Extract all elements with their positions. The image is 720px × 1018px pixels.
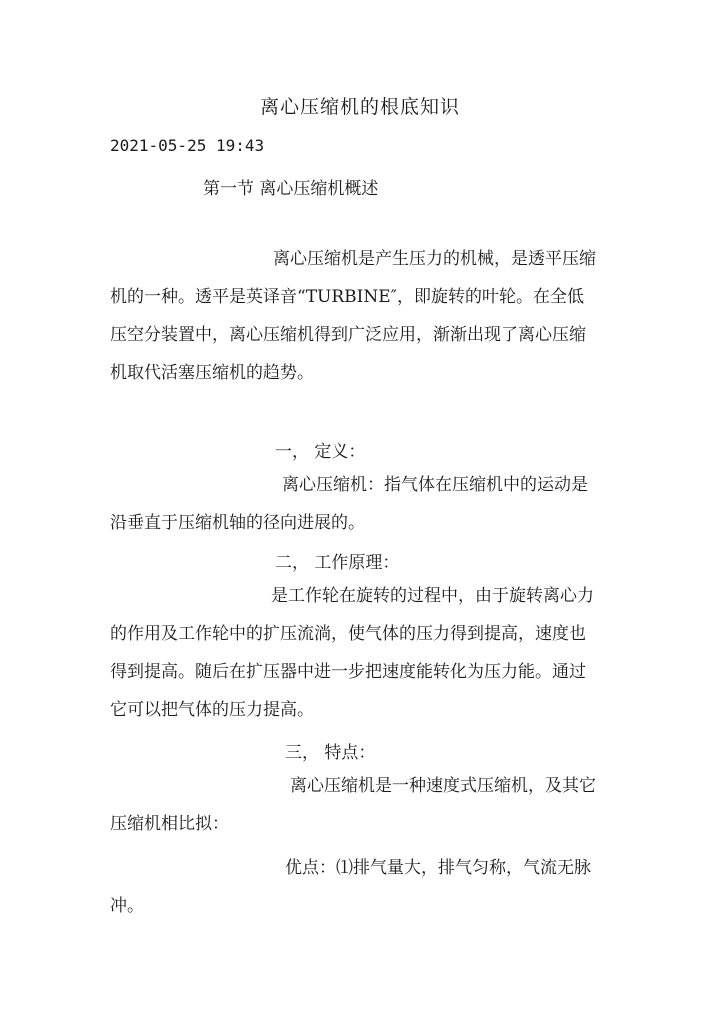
definition-heading: 一， 定义： xyxy=(275,442,366,462)
paragraph-line: 的作用及工作轮中的扩压流淌，使气体的压力得到提高，速度也 xyxy=(110,624,586,644)
paragraph-line: 优点：⑴排气量大，排气匀称，气流无脉 xyxy=(285,858,591,878)
paragraph-line: 得到提高。随后在扩压器中进一步把速度能转化为压力能。通过 xyxy=(110,662,586,682)
document-title: 离心压缩机的根底知识 xyxy=(259,96,460,118)
paragraph-line: 是工作轮在旋转的过程中，由于旋转离心力 xyxy=(271,586,594,606)
paragraph-line: 离心压缩机是一种速度式压缩机，及其它 xyxy=(290,776,596,796)
paragraph-line: 压缩机相比拟： xyxy=(110,814,229,834)
principle-heading: 二， 工作原理： xyxy=(275,553,400,573)
features-paragraph xyxy=(110,767,610,843)
paragraph-line: 机的一种。透平是英译音“TURBINE″，即旋转的叶轮。在全低 xyxy=(110,287,584,307)
features-heading: 三， 特点： xyxy=(285,743,376,763)
section-heading: 第一节 离心压缩机概述 xyxy=(203,179,379,199)
publish-date: 2021-05-25 19:43 xyxy=(110,136,265,155)
advantages-paragraph xyxy=(110,849,610,925)
paragraph-line: 压空分装置中，离心压缩机得到广泛应用，渐渐出现了离心压缩 xyxy=(110,325,586,345)
intro-paragraph xyxy=(110,240,610,392)
paragraph-line: 冲。 xyxy=(110,896,144,916)
definition-paragraph xyxy=(110,466,610,542)
paragraph-line: 沿垂直于压缩机轴的径向进展的。 xyxy=(110,513,365,533)
paragraph-line: 它可以把气体的压力提高。 xyxy=(110,700,314,720)
paragraph-line: 机取代活塞压缩机的趋势。 xyxy=(110,363,314,383)
paragraph-line: 离心压缩机是产生压力的机械，是透平压缩 xyxy=(273,249,596,269)
principle-paragraph xyxy=(110,577,610,729)
paragraph-line: 离心压缩机：指气体在压缩机中的运动是 xyxy=(282,475,588,495)
